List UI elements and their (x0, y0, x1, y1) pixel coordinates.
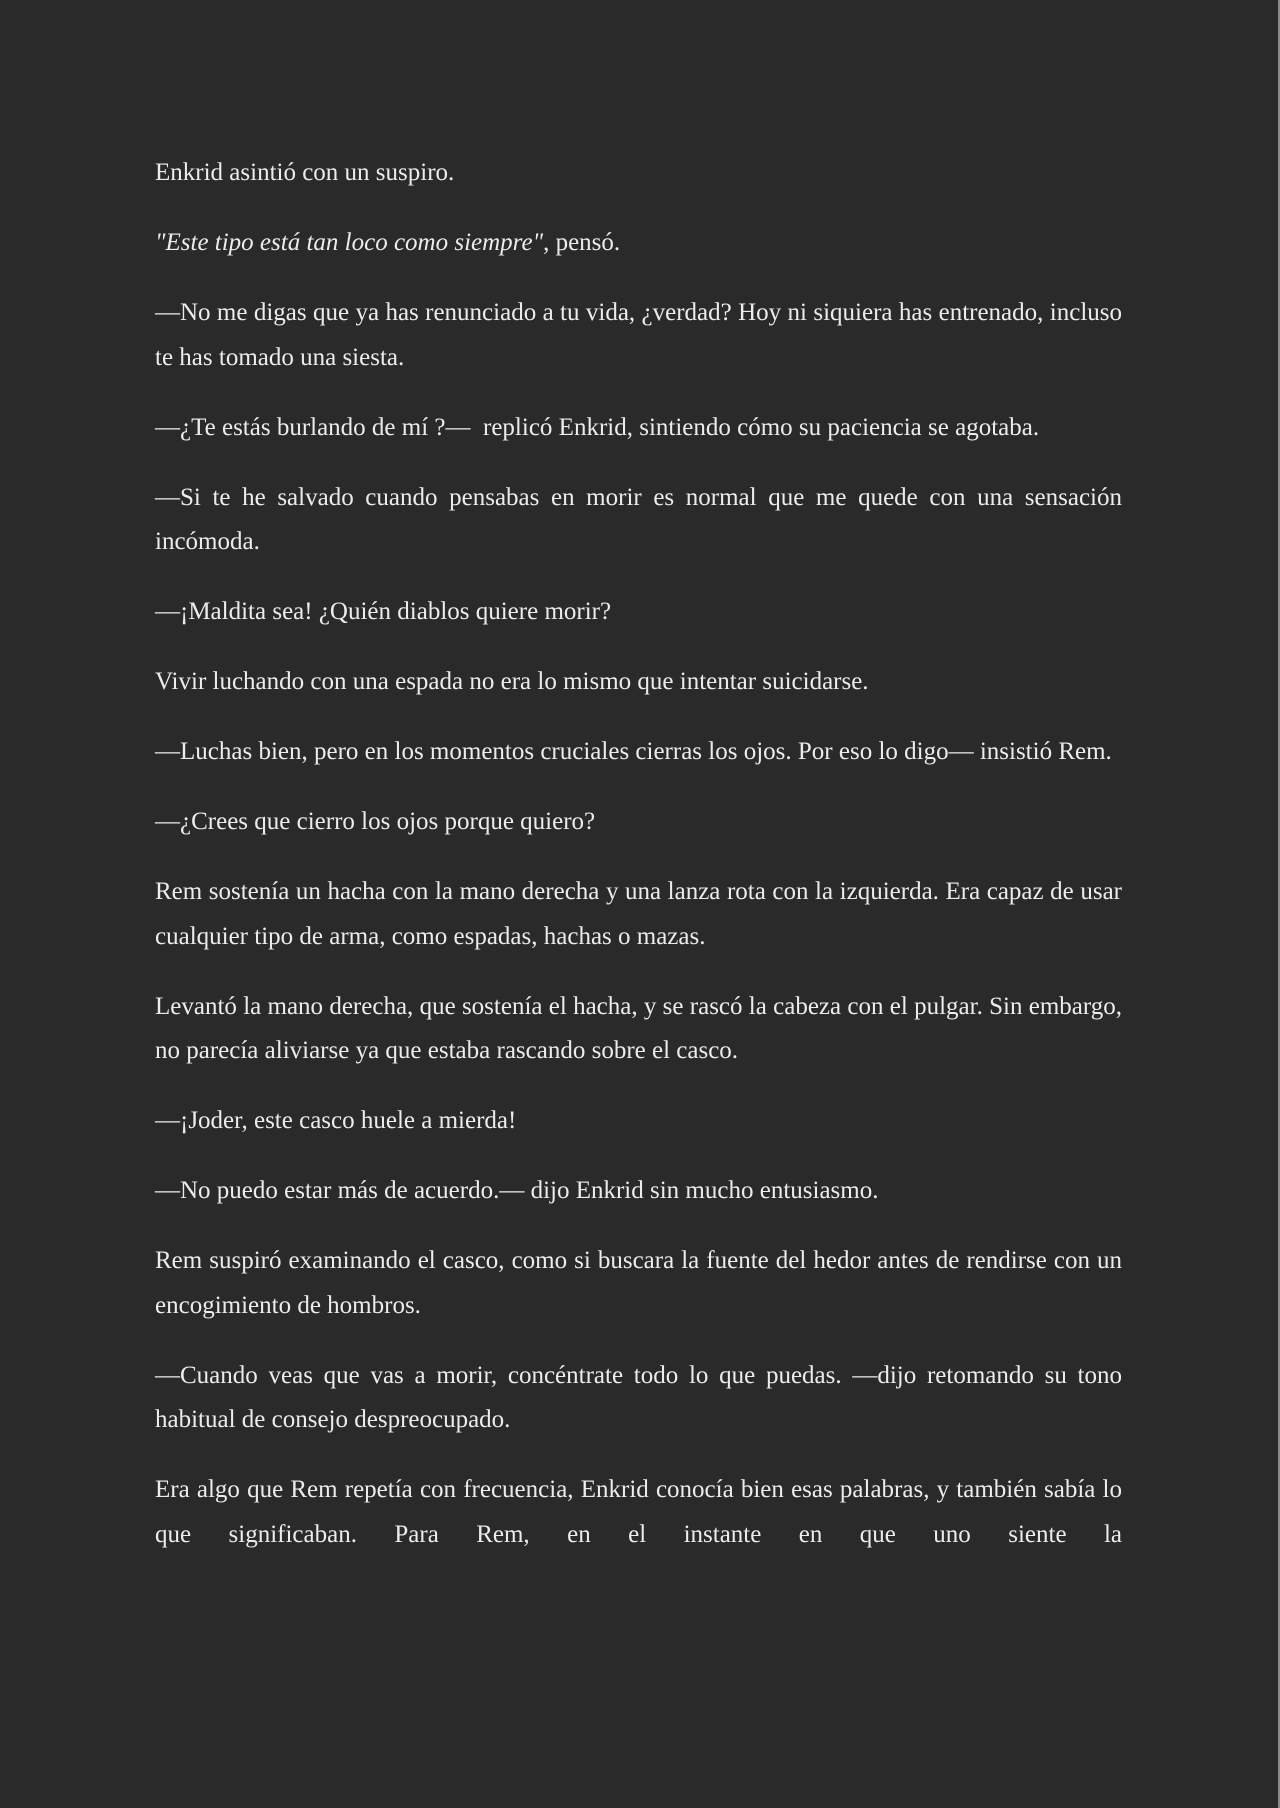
paragraph: —Cuando veas que vas a morir, concéntrate todo lo que puedas. —dijo retomando su tono habitual de consejo despreocupado. (155, 1361, 1122, 1433)
paragraph: —Si te he salvado cuando pensabas en morir es normal que me quede con una sensación incómoda. (155, 483, 1122, 555)
paragraph: —No puedo estar más de acuerdo.— dijo Enkrid sin mucho entusiasmo. (155, 1177, 879, 1204)
paragraph: —¿Crees que cierro los ojos porque quiero? (155, 808, 596, 835)
paragraph: —¿Te estás burlando de mí ?— replicó Enkrid, sintiendo cómo su paciencia se agotaba. (155, 413, 1040, 441)
paragraph: —No me digas que ya has renunciado a tu vida, ¿verdad? Hoy ni siquiera has entrenado, incluso te has tomado una siesta. (155, 299, 1122, 371)
paragraph: —Luchas bien, pero en los momentos cruciales cierras los ojos. Por eso lo digo— insistió Rem. (155, 738, 1112, 765)
paragraph: Vivir luchando con una espada no era lo mismo que intentar suicidarse. (155, 668, 869, 695)
paragraph: Rem sostenía un hacha con la mano derecha y una lanza rota con la izquierda. Era capaz de usar cualquier tipo de arma, como espadas, hachas o mazas. (155, 878, 1122, 950)
body-text (155, 151, 1122, 1583)
paragraph: Enkrid asintió con un suspiro. (155, 159, 455, 186)
paragraph: —¡Joder, este casco huele a mierda! (155, 1107, 517, 1134)
paragraph: Rem suspiró examinando el casco, como si buscara la fuente del hedor antes de rendirse con un encogimiento de hombros. (155, 1247, 1122, 1319)
paragraph-continued: Era algo que Rem repetía con frecuencia, Enkrid conocía bien esas palabras, y también sabía lo que significaban. Para Rem, en el instante en que uno siente la (155, 1476, 1122, 1548)
paragraph: —¡Maldita sea! ¿Quién diablos quiere morir? (155, 598, 612, 625)
paragraph: Levantó la mano derecha, que sostenía el hacha, y se rascó la cabeza con el pulgar. Sin embargo, no parecía aliviarse ya que estaba rascando sobre el casco. (155, 992, 1122, 1064)
paragraph-thought (155, 221, 1122, 266)
paragraph-text: , pensó. (543, 229, 621, 256)
italic-thought: "Este tipo está tan loco como siempre" (155, 229, 544, 256)
